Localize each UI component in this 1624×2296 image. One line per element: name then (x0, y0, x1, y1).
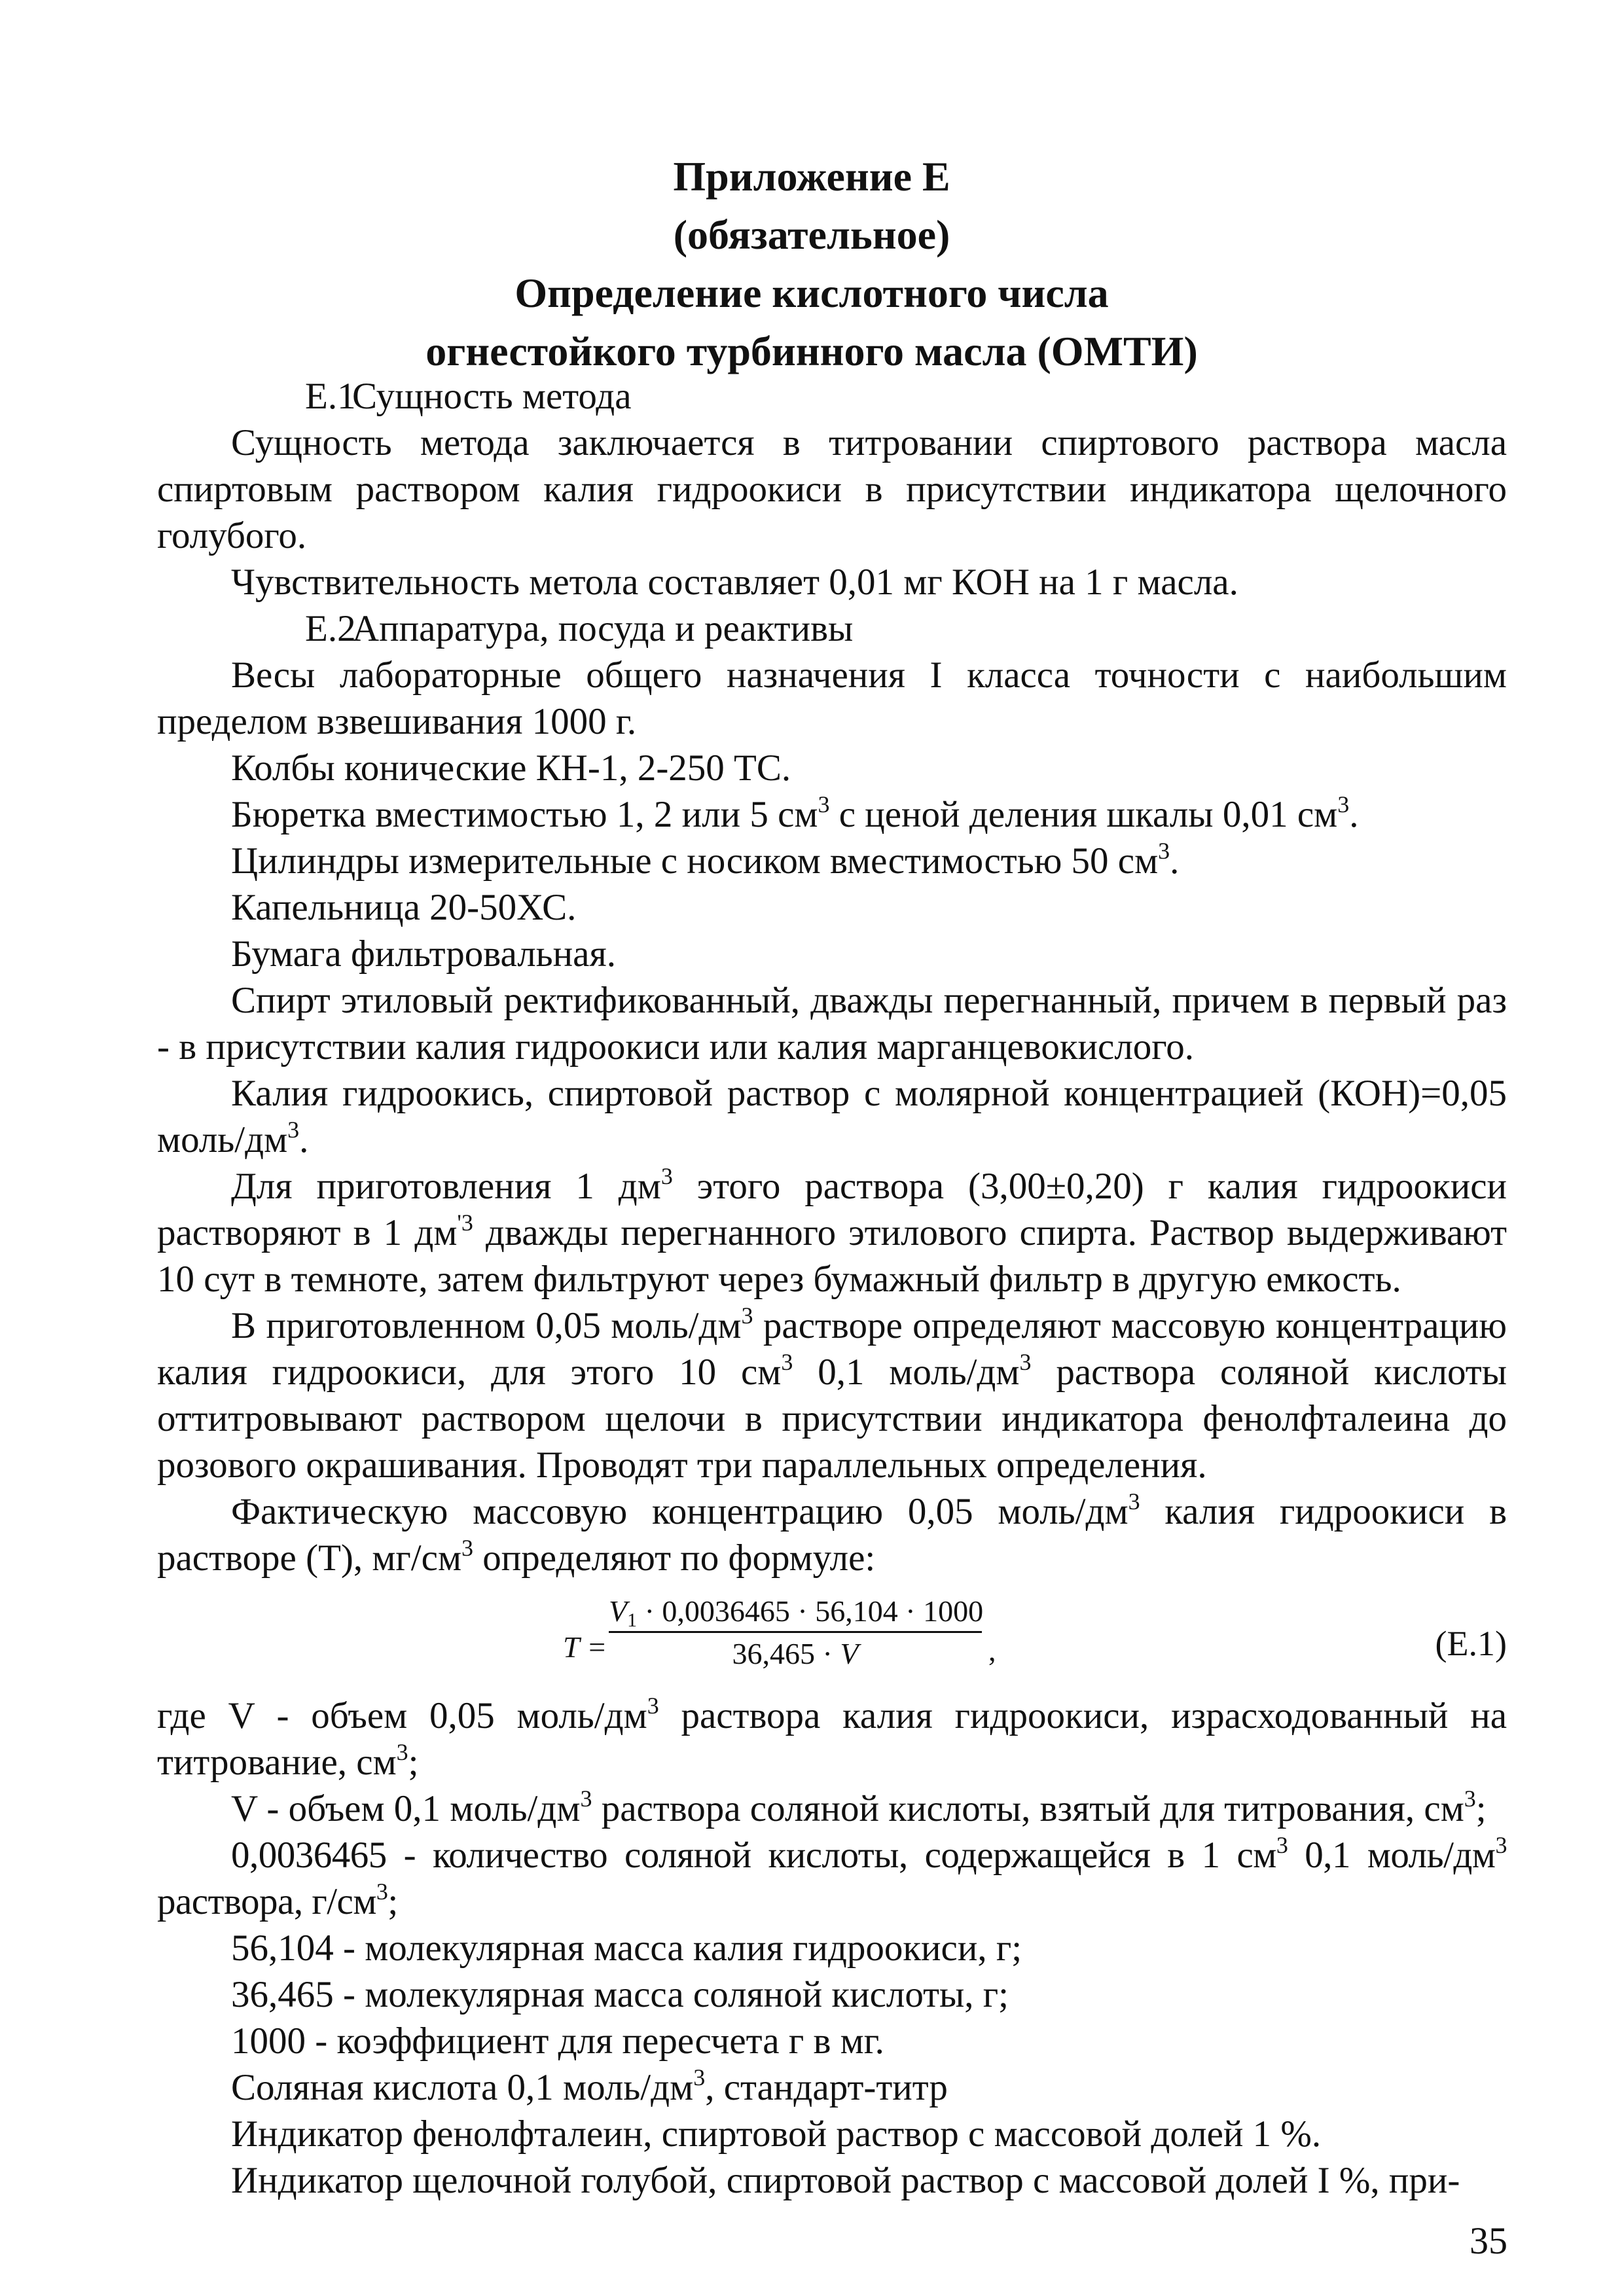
appendix-title (157, 147, 1466, 380)
definition-v: где V - объем 0,05 моль/$дм^3$ раствора калия гидроокиси, израсходованный на титрование, $см^3$; (157, 1693, 1507, 1783)
paragraph: Спирт этиловый ректификованный, дважды перегнанный, причем в первый раз - в присутствии калия гидроокиси или калия марганцевокислого. (157, 980, 1507, 1067)
formula-fraction (609, 1593, 982, 1672)
paragraph: В приготовленном 0,05 моль/$дм^3$ растворе определяют массовую концентрацию калия гидроокиси, для этого 10 $см^3$ 0,1 моль/$дм^3$ раствора соляной кислоты оттитровывают раствором щелочи в присутствии индикатора фенолфталеина до розового окрашивания. Проводят три параллельных определения. (157, 1302, 1507, 1486)
title-line-2: (обязательное) (673, 211, 950, 258)
title-line-1: Приложение Е (673, 153, 950, 200)
page-number: 35 (1470, 2219, 1507, 2262)
definition-koh-mass: 56,104 - молекулярная масса калия гидроокиси, г; (231, 1928, 1022, 1969)
formula-numerator: $V_1 \cdot 0,0036465 \cdot 56,104 \cdot 1000$ (609, 1594, 984, 1631)
section-title: Сущность метода (352, 376, 632, 417)
paragraph: Бюретка вместимостью 1, 2 или 5 $см^3$ с ценой деления шкалы 0,01 $см^3$. (231, 791, 1359, 835)
paragraph: Индикатор фенолфталеин, спиртовой раствор с массовой долей 1 %. (231, 2113, 1322, 2155)
document-body (157, 373, 1507, 2204)
formula-e1 (157, 1581, 1507, 1693)
paragraph: Чувствительность метола составляет 0,01 мг КОН на 1 г масла. (231, 562, 1238, 603)
paragraph: Соляная кислота 0,1 моль/$дм^3$, стандарт-титр (231, 2064, 948, 2108)
definition-constant: 0,0036465 - количество соляной кислоты, содержащейся в 1 $см^3$ 0,1 моль/$дм^3$ раствора, $г/см^3$; (157, 1832, 1507, 1922)
paragraph: Калия гидроокись, спиртовой раствор с молярной концентрацией (КОН)=0,05 моль/$дм^3$. (157, 1073, 1507, 1160)
formula-denominator: 36,465 · V (732, 1637, 859, 1670)
paragraph: Колбы конические КН-1, 2-250 ТС. (231, 747, 791, 789)
title-line-4: огнестойкого турбинного масла (ОМТИ) (425, 328, 1198, 374)
paragraph: Бумага фильтровальная. (231, 933, 616, 975)
section-title: Аппаратура, посуда и реактивы (352, 608, 854, 649)
paragraph: Фактическую массовую концентрацию 0,05 моль/$дм^3$ калия гидроокиси в растворе (Т), $мг/см^3$ определяют по формуле: (157, 1488, 1507, 1579)
fraction-bar (609, 1631, 982, 1633)
definition-v1: V - объем 0,1 моль/$дм^3$ раствора соляной кислоты, взятый для титрования, $см^3$; (231, 1785, 1487, 1829)
definition-hcl-mass: 36,465 - молекулярная масса соляной кислоты, г; (231, 1974, 1009, 2015)
section-number: Е.2 (305, 608, 356, 649)
paragraph: Капельница 20-50ХС. (231, 887, 577, 928)
formula-lhs: T = (563, 1630, 607, 1664)
section-heading-e1 (157, 373, 1507, 420)
paragraph: Индикатор щелочной голубой, спиртовой раствор с массовой долей I %, при- (231, 2160, 1460, 2201)
equation-number: (Е.1) (1435, 1624, 1507, 1663)
formula-comma: , (988, 1634, 996, 1667)
title-line-3: Определение кислотного числа (514, 270, 1109, 316)
section-heading-e2 (157, 605, 1507, 652)
paragraph: Весы лабораторные общего назначения I класса точности с наибольшим пределом взвешивания 1000 г. (157, 655, 1507, 742)
paragraph: Сущность метода заключается в титровании спиртового раствора масла спиртовым раствором калия гидроокиси в присутствии индикатора щелочного голубого. (157, 422, 1507, 556)
section-number: Е.1 (305, 376, 356, 417)
paragraph: Для приготовления 1 $дм^3$ этого раствора (3,00±0,20) г калия гидроокиси растворяют в 1 $дм^{'3}$ дважды перегнанного этилового спирта. Раствор выдерживают 10 сут в темноте, затем фильтруют через бумажный фильтр в другую емкость. (157, 1163, 1507, 1300)
paragraph: Цилиндры измерительные с носиком вместимостью 50 $см^3$. (231, 838, 1180, 882)
definition-coefficient: 1000 - коэффициент для пересчета г в мг. (231, 2020, 884, 2062)
